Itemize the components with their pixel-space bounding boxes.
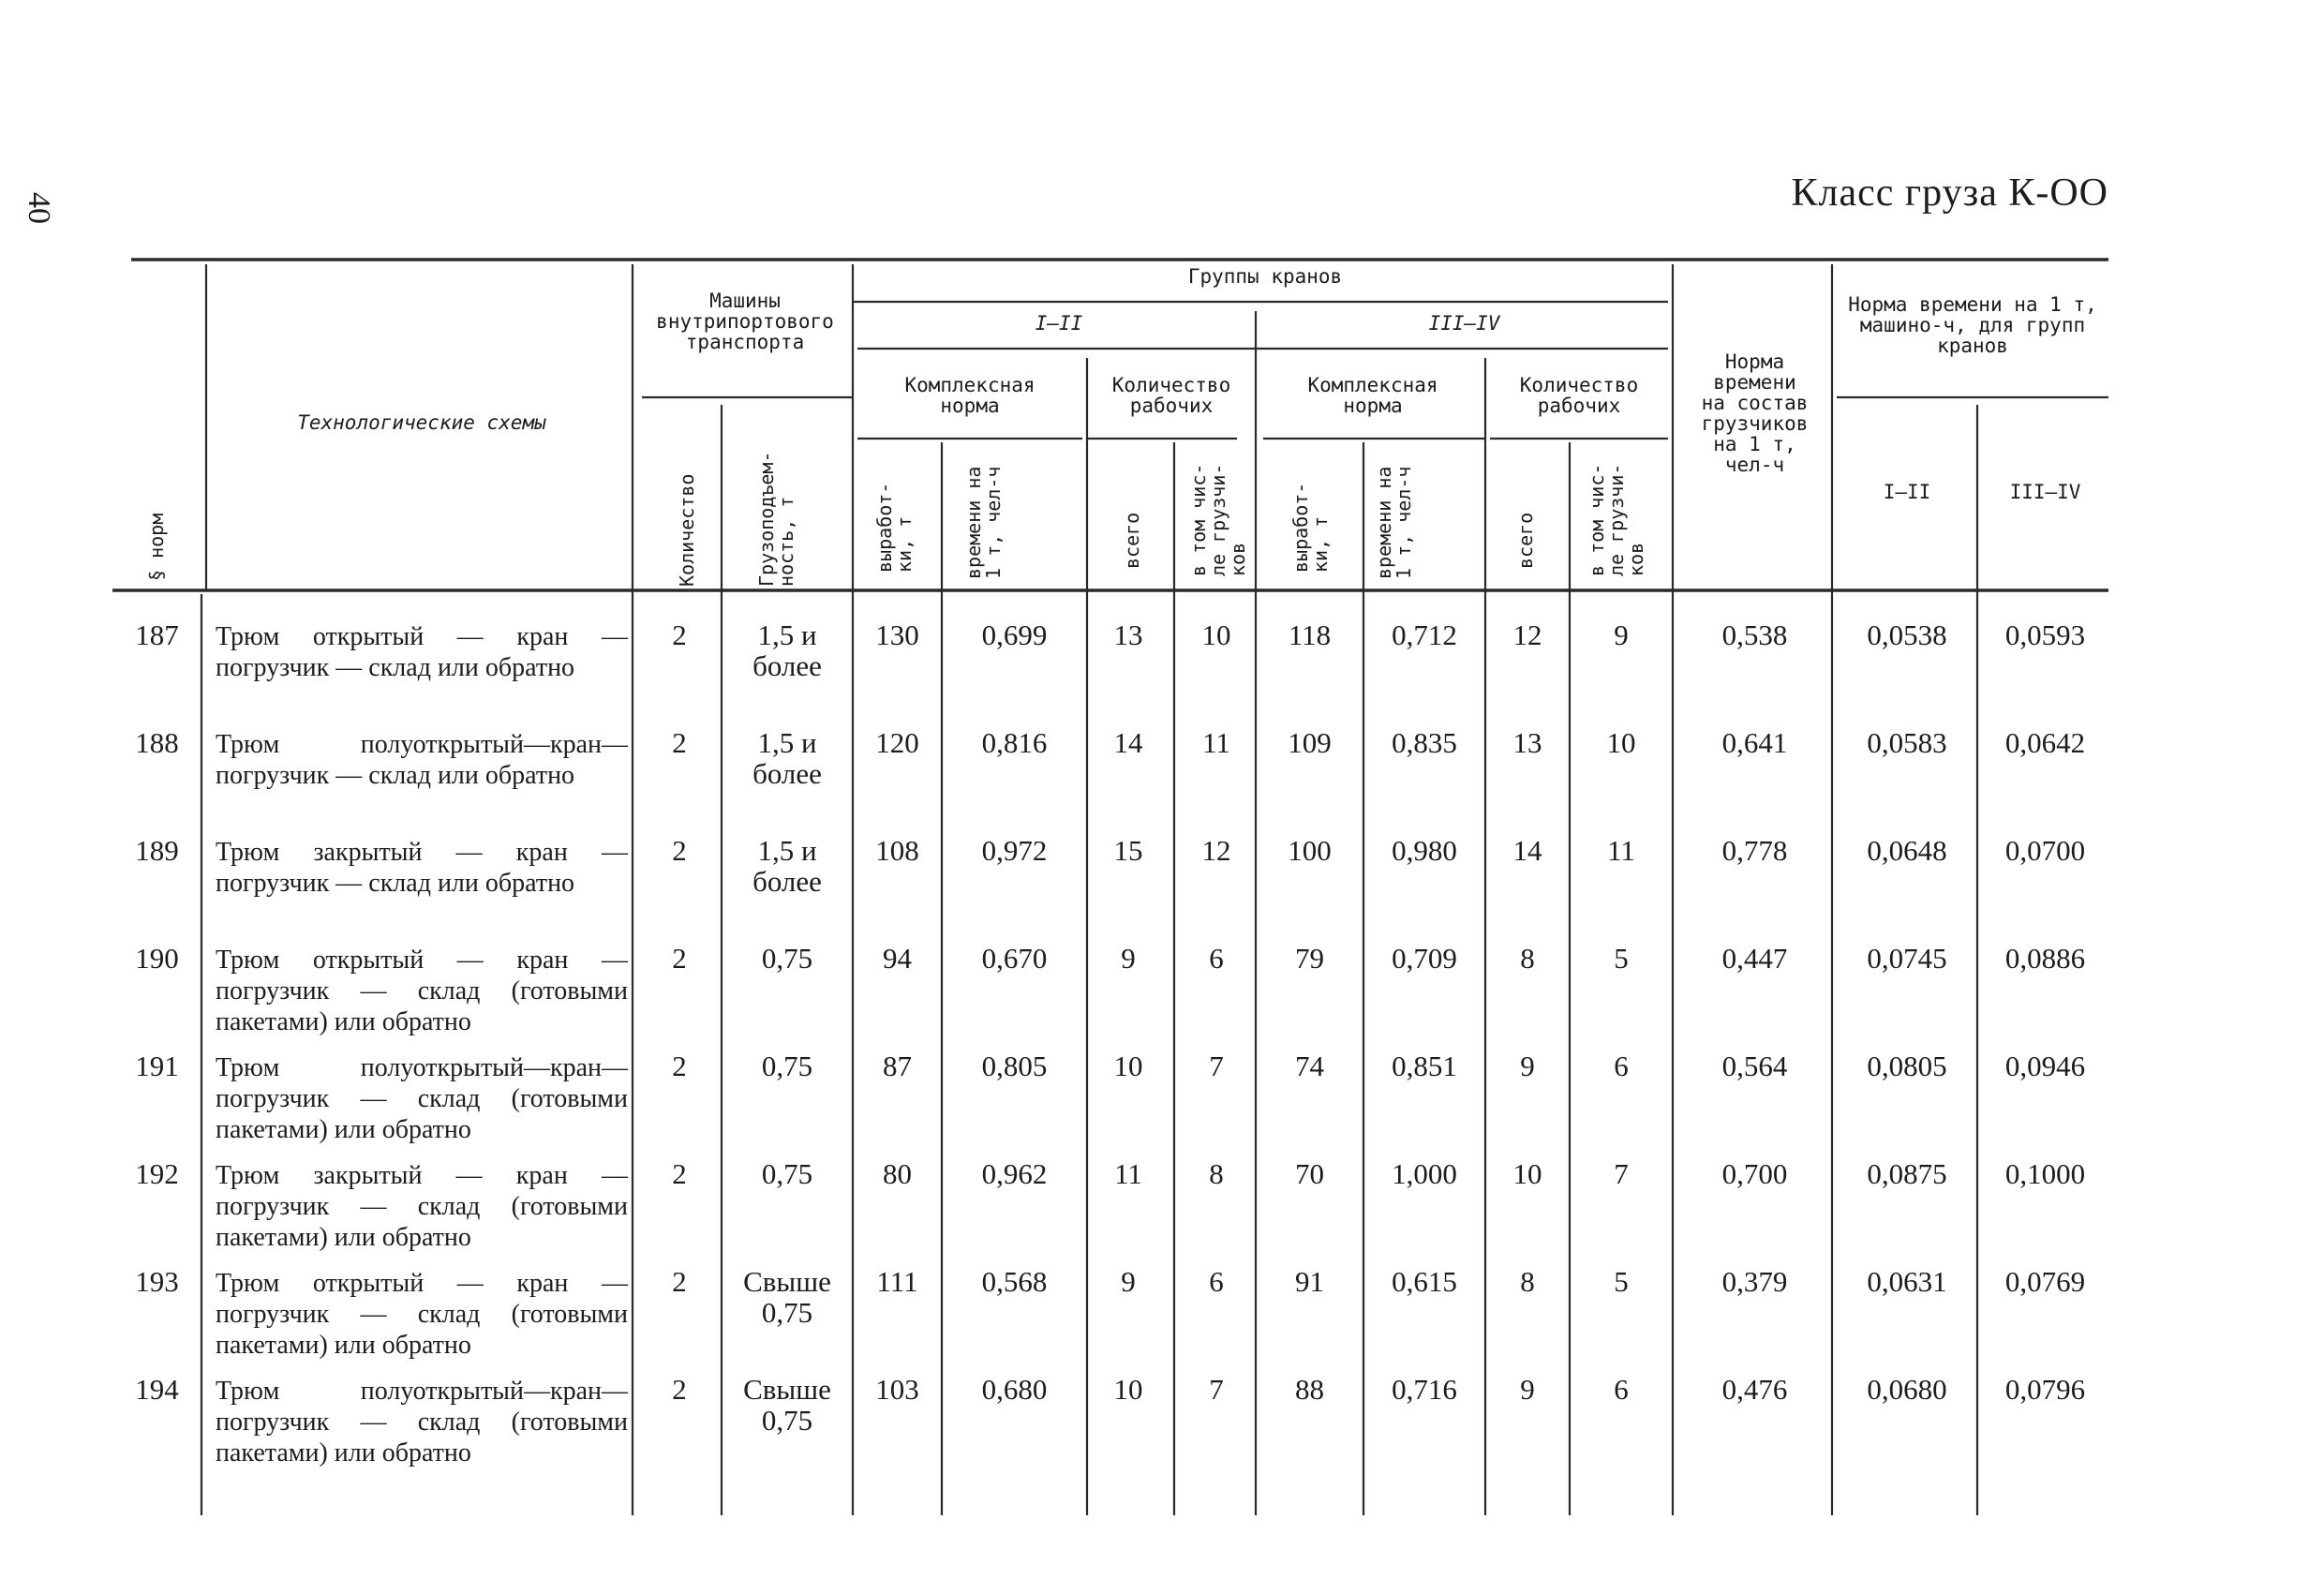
machine-time-3-4: 0,0593 bbox=[2004, 618, 2086, 651]
row-number: 194 bbox=[135, 1373, 179, 1406]
g2-loaders: 6 bbox=[1614, 1373, 1629, 1406]
header-machine-group-3-4: III—IV bbox=[2009, 481, 2081, 503]
header-workers-count-2: Количество рабочих bbox=[1519, 374, 1639, 418]
g1-output: 103 bbox=[875, 1373, 919, 1406]
header-norm-time-team: Норма времени на состав грузчиков на 1 т, чел-ч bbox=[1701, 350, 1809, 477]
tech-scheme: Трюм закрытый — кран — погрузчик — склад или обратно bbox=[216, 838, 628, 898]
header-total-1: всего bbox=[1121, 512, 1143, 569]
g2-output: 74 bbox=[1295, 1050, 1324, 1082]
header-norm-number: § норм bbox=[145, 513, 168, 581]
g1-workers-total: 11 bbox=[1114, 1157, 1142, 1190]
machines-qty: 2 bbox=[672, 1265, 687, 1298]
row-number: 191 bbox=[135, 1050, 179, 1082]
g1-time: 0,805 bbox=[981, 1050, 1048, 1082]
machine-time-1-2: 0,0680 bbox=[1867, 1373, 1947, 1406]
header-output-2: выработ- ки, т bbox=[1289, 482, 1332, 573]
g2-time: 0,615 bbox=[1392, 1265, 1457, 1298]
g1-time: 0,816 bbox=[981, 726, 1048, 759]
machine-time-3-4: 0,0886 bbox=[2004, 942, 2086, 975]
g1-workers-total: 9 bbox=[1121, 1265, 1136, 1298]
header-incl-loaders-2: в том чис- ле грузчи- ков bbox=[1586, 463, 1647, 576]
g1-loaders: 11 bbox=[1202, 726, 1230, 759]
g1-time: 0,962 bbox=[981, 1157, 1048, 1190]
machine-time-3-4: 0,0769 bbox=[2004, 1265, 2086, 1298]
g1-time: 0,670 bbox=[981, 942, 1048, 975]
norm-time-team: 0,538 bbox=[1721, 618, 1788, 651]
g2-output: 109 bbox=[1288, 726, 1332, 759]
g1-output: 108 bbox=[875, 834, 919, 867]
g2-output: 70 bbox=[1295, 1157, 1324, 1190]
machine-time-1-2: 0,0538 bbox=[1867, 618, 1947, 651]
g1-loaders: 10 bbox=[1201, 618, 1231, 651]
g2-loaders: 9 bbox=[1614, 618, 1629, 651]
g2-output: 100 bbox=[1288, 834, 1332, 867]
norm-time-team: 0,700 bbox=[1721, 1157, 1788, 1190]
g1-loaders: 7 bbox=[1209, 1050, 1224, 1082]
g1-workers-total: 10 bbox=[1113, 1373, 1143, 1406]
g1-workers-total: 15 bbox=[1113, 834, 1143, 867]
row-number: 192 bbox=[135, 1157, 179, 1190]
g1-workers-total: 13 bbox=[1113, 618, 1143, 651]
g2-loaders: 5 bbox=[1614, 942, 1629, 975]
machine-time-1-2: 0,0583 bbox=[1867, 726, 1947, 759]
machine-time-3-4: 0,0700 bbox=[2004, 834, 2086, 867]
machines-qty: 2 bbox=[672, 618, 687, 651]
row-number: 189 bbox=[135, 834, 179, 867]
machines-capacity: 0,75 bbox=[761, 942, 813, 975]
tech-scheme: Трюм открытый — кран — погрузчик — склад или обратно bbox=[216, 622, 628, 682]
machines-qty: 2 bbox=[672, 942, 687, 975]
page-title: Класс груза К-ОО bbox=[1791, 171, 2108, 215]
g2-workers-total: 9 bbox=[1520, 1050, 1535, 1082]
row-number: 188 bbox=[135, 726, 179, 759]
g2-loaders: 11 bbox=[1607, 834, 1635, 867]
machine-time-1-2: 0,0745 bbox=[1867, 942, 1947, 975]
header-norm-time-machine: Норма времени на 1 т, машино-ч, для групп кранов bbox=[1848, 293, 2097, 358]
machine-time-1-2: 0,0648 bbox=[1867, 834, 1947, 867]
g1-loaders: 7 bbox=[1209, 1373, 1224, 1406]
header-time-2: времени на 1 т, чел-ч bbox=[1373, 466, 1415, 579]
header-machines-qty: Количество bbox=[676, 473, 698, 587]
g2-workers-total: 8 bbox=[1520, 942, 1535, 975]
g1-output: 80 bbox=[883, 1157, 912, 1190]
g2-time: 0,851 bbox=[1392, 1050, 1457, 1082]
header-total-2: всего bbox=[1514, 512, 1537, 569]
machine-time-1-2: 0,0631 bbox=[1867, 1265, 1947, 1298]
header-machines: Машины внутрипортового транспорта bbox=[656, 290, 834, 354]
machines-qty: 2 bbox=[672, 1373, 687, 1406]
machine-time-3-4: 0,0642 bbox=[2004, 726, 2086, 759]
g2-time: 1,000 bbox=[1392, 1157, 1457, 1190]
row-number: 190 bbox=[135, 942, 179, 975]
g2-workers-total: 9 bbox=[1520, 1373, 1535, 1406]
g1-output: 94 bbox=[883, 942, 912, 975]
norm-time-team: 0,778 bbox=[1721, 834, 1788, 867]
g1-time: 0,699 bbox=[981, 618, 1048, 651]
g2-workers-total: 13 bbox=[1512, 726, 1542, 759]
machine-time-1-2: 0,0875 bbox=[1867, 1157, 1947, 1190]
tech-scheme: Трюм полуоткрытый—кран—погрузчик — склад или обратно bbox=[216, 730, 628, 790]
norm-time-team: 0,476 bbox=[1721, 1373, 1788, 1406]
machines-capacity: 1,5 и более bbox=[752, 726, 822, 790]
g2-output: 79 bbox=[1295, 942, 1324, 975]
g2-output: 91 bbox=[1295, 1265, 1324, 1298]
g2-time: 0,835 bbox=[1392, 726, 1457, 759]
g2-time: 0,716 bbox=[1392, 1373, 1457, 1406]
machine-time-3-4: 0,1000 bbox=[2004, 1157, 2086, 1190]
g2-time: 0,980 bbox=[1392, 834, 1457, 867]
machines-capacity: Свыше 0,75 bbox=[743, 1265, 831, 1329]
norm-time-team: 0,564 bbox=[1721, 1050, 1788, 1082]
header-complex-norm-1: Комплексная норма bbox=[904, 374, 1035, 418]
g2-time: 0,712 bbox=[1392, 618, 1457, 651]
header-machines-capacity: Грузоподъем- ность, т bbox=[755, 451, 797, 587]
machines-capacity: 0,75 bbox=[761, 1050, 813, 1082]
g2-workers-total: 10 bbox=[1512, 1157, 1542, 1190]
tech-scheme: Трюм полуоткрытый—кран—погрузчик — склад (готовыми пакетами) или обратно bbox=[216, 1053, 628, 1144]
g2-loaders: 5 bbox=[1614, 1265, 1629, 1298]
header-group-1-2: I—II bbox=[1035, 312, 1083, 335]
g1-workers-total: 9 bbox=[1121, 942, 1136, 975]
g1-output: 120 bbox=[875, 726, 919, 759]
machines-capacity: Свыше 0,75 bbox=[743, 1373, 831, 1437]
norm-time-team: 0,379 bbox=[1721, 1265, 1788, 1298]
g2-workers-total: 8 bbox=[1520, 1265, 1535, 1298]
row-number: 193 bbox=[135, 1265, 179, 1298]
g1-output: 130 bbox=[875, 618, 919, 651]
header-incl-loaders-1: в том чис- ле грузчи- ков bbox=[1187, 463, 1249, 576]
g1-loaders: 6 bbox=[1209, 1265, 1224, 1298]
machines-capacity: 1,5 и более bbox=[752, 834, 822, 898]
tech-scheme: Трюм открытый — кран — погрузчик — склад (готовыми пакетами) или обратно bbox=[216, 946, 628, 1036]
g1-time: 0,680 bbox=[981, 1373, 1048, 1406]
machine-time-1-2: 0,0805 bbox=[1867, 1050, 1947, 1082]
machine-time-3-4: 0,0796 bbox=[2004, 1373, 2086, 1406]
g1-loaders: 6 bbox=[1209, 942, 1224, 975]
machine-time-3-4: 0,0946 bbox=[2004, 1050, 2086, 1082]
g1-time: 0,568 bbox=[981, 1265, 1048, 1298]
machines-capacity: 0,75 bbox=[761, 1157, 813, 1190]
g2-workers-total: 14 bbox=[1512, 834, 1542, 867]
g2-loaders: 6 bbox=[1614, 1050, 1629, 1082]
tech-scheme: Трюм полуоткрытый—кран—погрузчик — склад (готовыми пакетами) или обратно bbox=[216, 1377, 628, 1467]
page-number: 40 bbox=[22, 192, 56, 224]
g2-time: 0,709 bbox=[1392, 942, 1457, 975]
machines-qty: 2 bbox=[672, 1157, 687, 1190]
g1-workers-total: 14 bbox=[1113, 726, 1143, 759]
machines-qty: 2 bbox=[672, 1050, 687, 1082]
g1-workers-total: 10 bbox=[1113, 1050, 1143, 1082]
tech-scheme: Трюм закрытый — кран — погрузчик — склад (готовыми пакетами) или обратно bbox=[216, 1161, 628, 1252]
g2-output: 118 bbox=[1288, 618, 1332, 651]
header-output-1: выработ- ки, т bbox=[873, 482, 916, 573]
machines-qty: 2 bbox=[672, 726, 687, 759]
g1-loaders: 12 bbox=[1201, 834, 1231, 867]
header-time-1: времени на 1 т, чел-ч bbox=[962, 466, 1005, 579]
g1-output: 111 bbox=[876, 1265, 918, 1298]
g2-loaders: 10 bbox=[1606, 726, 1636, 759]
g2-loaders: 7 bbox=[1614, 1157, 1629, 1190]
header-crane-groups: Группы кранов bbox=[1187, 265, 1343, 288]
norm-time-team: 0,447 bbox=[1721, 942, 1788, 975]
header-workers-count-1: Количество рабочих bbox=[1111, 374, 1231, 418]
g1-loaders: 8 bbox=[1209, 1157, 1224, 1190]
header-complex-norm-2: Комплексная норма bbox=[1307, 374, 1438, 418]
tech-scheme: Трюм открытый — кран — погрузчик — склад (готовыми пакетами) или обратно bbox=[216, 1269, 628, 1360]
machines-capacity: 1,5 и более bbox=[752, 618, 822, 682]
header-group-3-4: III—IV bbox=[1428, 312, 1500, 335]
machines-qty: 2 bbox=[672, 834, 687, 867]
norm-time-team: 0,641 bbox=[1721, 726, 1788, 759]
g2-output: 88 bbox=[1295, 1373, 1324, 1406]
header-machine-group-1-2: I—II bbox=[1883, 481, 1931, 503]
header-tech-schemes: Технологические схемы bbox=[297, 411, 546, 434]
g1-output: 87 bbox=[883, 1050, 912, 1082]
g2-workers-total: 12 bbox=[1512, 618, 1542, 651]
row-number: 187 bbox=[135, 618, 179, 651]
norms-table bbox=[112, 255, 2108, 1520]
g1-time: 0,972 bbox=[981, 834, 1048, 867]
